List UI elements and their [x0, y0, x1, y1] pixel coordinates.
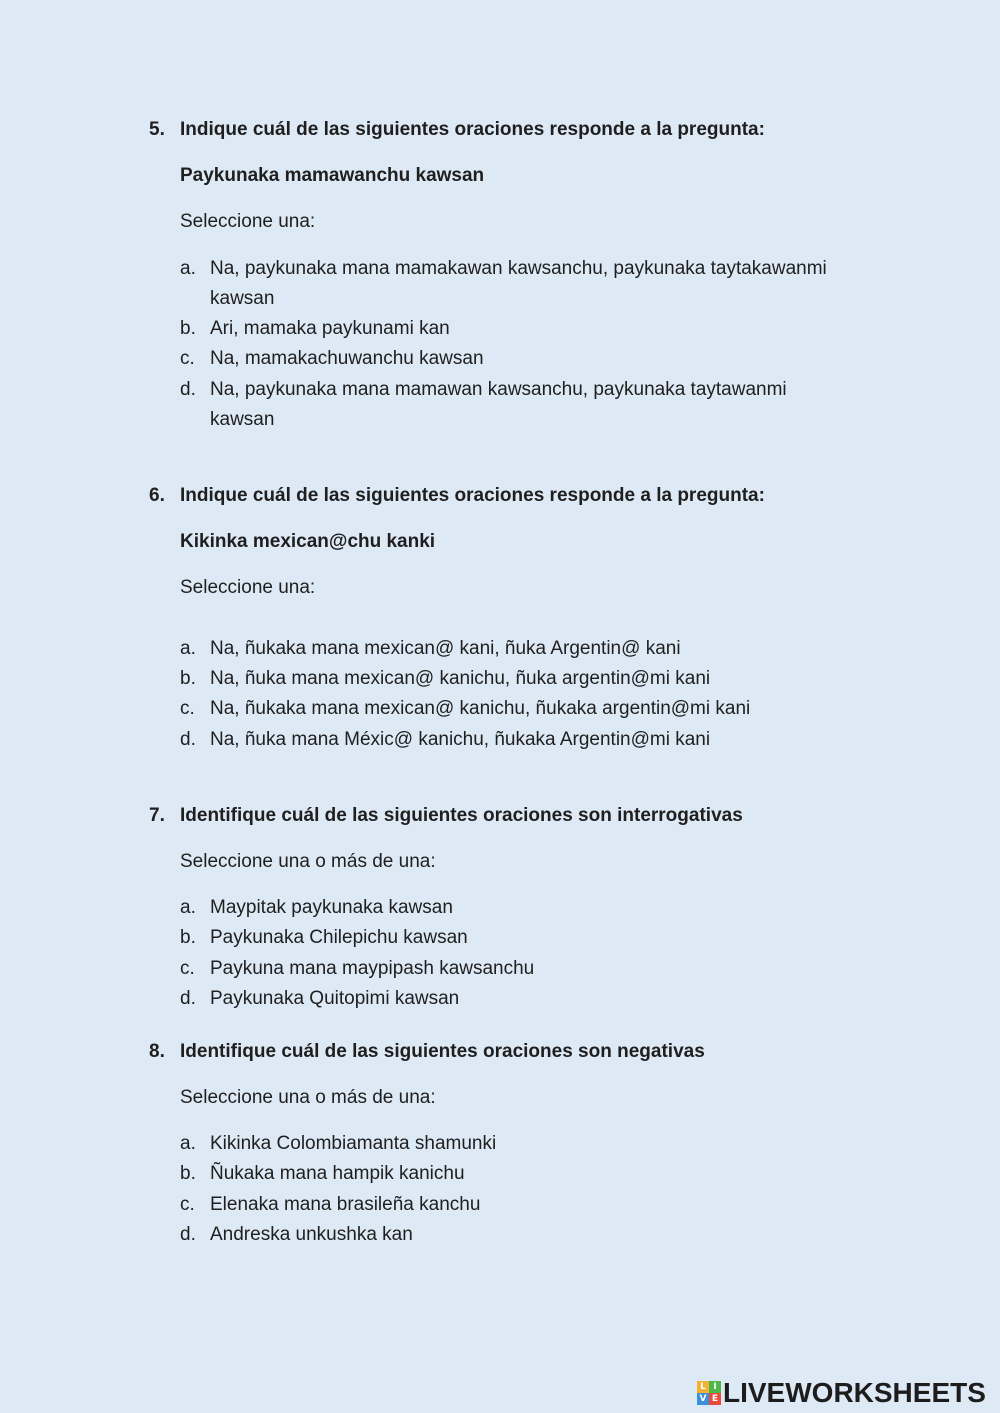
logo-letter: E — [709, 1393, 721, 1405]
answer-option[interactable]: Na, paykunaka mana mamawan kawsanchu, paykunaka taytawanmi kawsan — [210, 379, 787, 430]
brand-name: LIVEWORKSHEETS — [723, 1377, 986, 1408]
question-instruction: Seleccione una: — [180, 211, 316, 232]
answer-option[interactable]: Kikinka Colombiamanta shamunki — [210, 1133, 497, 1154]
option-letter: d. — [180, 1224, 196, 1245]
answer-option[interactable]: Na, paykunaka mana mamakawan kawsanchu, paykunaka taytakawanmi kawsan — [210, 258, 827, 309]
answer-option[interactable]: Andreska unkushka kan — [210, 1224, 413, 1245]
liveworksheets-logo — [697, 1378, 986, 1408]
question-number: 5. — [149, 119, 165, 140]
answer-option[interactable]: Na, ñukaka mana mexican@ kani, ñuka Argentin@ kani — [210, 638, 681, 659]
liveworksheets-grid-icon — [697, 1381, 721, 1405]
question-instruction: Seleccione una: — [180, 577, 316, 598]
option-letter: b. — [180, 927, 196, 948]
question-number: 6. — [149, 485, 165, 506]
answer-option[interactable]: Elenaka mana brasileña kanchu — [210, 1194, 481, 1215]
question-title: Indique cuál de las siguientes oraciones responde a la pregunta: — [180, 119, 765, 140]
logo-letter: I — [709, 1381, 721, 1393]
answer-option[interactable]: Na, ñuka mana mexican@ kanichu, ñuka argentin@mi kani — [210, 668, 711, 689]
option-letter: b. — [180, 318, 196, 339]
option-letter: c. — [180, 958, 195, 979]
option-letter: a. — [180, 897, 196, 918]
option-letter: c. — [180, 348, 195, 369]
question-title: Indique cuál de las siguientes oraciones responde a la pregunta: — [180, 485, 765, 506]
logo-letter: L — [697, 1381, 709, 1393]
answer-option[interactable]: Na, ñukaka mana mexican@ kanichu, ñukaka argentin@mi kani — [210, 698, 751, 719]
question-title: Identifique cuál de las siguientes oraciones son negativas — [180, 1041, 705, 1062]
option-letter: c. — [180, 1194, 195, 1215]
option-letter: b. — [180, 668, 196, 689]
option-letter: d. — [180, 729, 196, 750]
question-number: 7. — [149, 805, 165, 826]
answer-option[interactable]: Maypitak paykunaka kawsan — [210, 897, 453, 918]
answer-option[interactable]: Paykuna mana maypipash kawsanchu — [210, 958, 535, 979]
question-subtitle: Paykunaka mamawanchu kawsan — [180, 165, 485, 186]
question-instruction: Seleccione una o más de una: — [180, 1087, 436, 1108]
answer-option[interactable]: Ari, mamaka paykunami kan — [210, 318, 450, 339]
answer-option[interactable]: Ñukaka mana hampik kanichu — [210, 1163, 465, 1184]
question-subtitle: Kikinka mexican@chu kanki — [180, 531, 436, 552]
question-number: 8. — [149, 1041, 165, 1062]
question-title: Identifique cuál de las siguientes oraciones son interrogativas — [180, 805, 743, 826]
option-letter: d. — [180, 988, 196, 1009]
answer-option[interactable]: Paykunaka Quitopimi kawsan — [210, 988, 460, 1009]
question-instruction: Seleccione una o más de una: — [180, 851, 436, 872]
option-letter: a. — [180, 638, 196, 659]
option-letter: a. — [180, 1133, 196, 1154]
answer-option[interactable]: Paykunaka Chilepichu kawsan — [210, 927, 468, 948]
logo-letter: V — [697, 1393, 709, 1405]
option-letter: d. — [180, 379, 196, 400]
answer-option[interactable]: Na, ñuka mana Méxic@ kanichu, ñukaka Argentin@mi kani — [210, 729, 711, 750]
option-letter: b. — [180, 1163, 196, 1184]
answer-option[interactable]: Na, mamakachuwanchu kawsan — [210, 348, 484, 369]
option-letter: c. — [180, 698, 195, 719]
option-letter: a. — [180, 258, 196, 279]
